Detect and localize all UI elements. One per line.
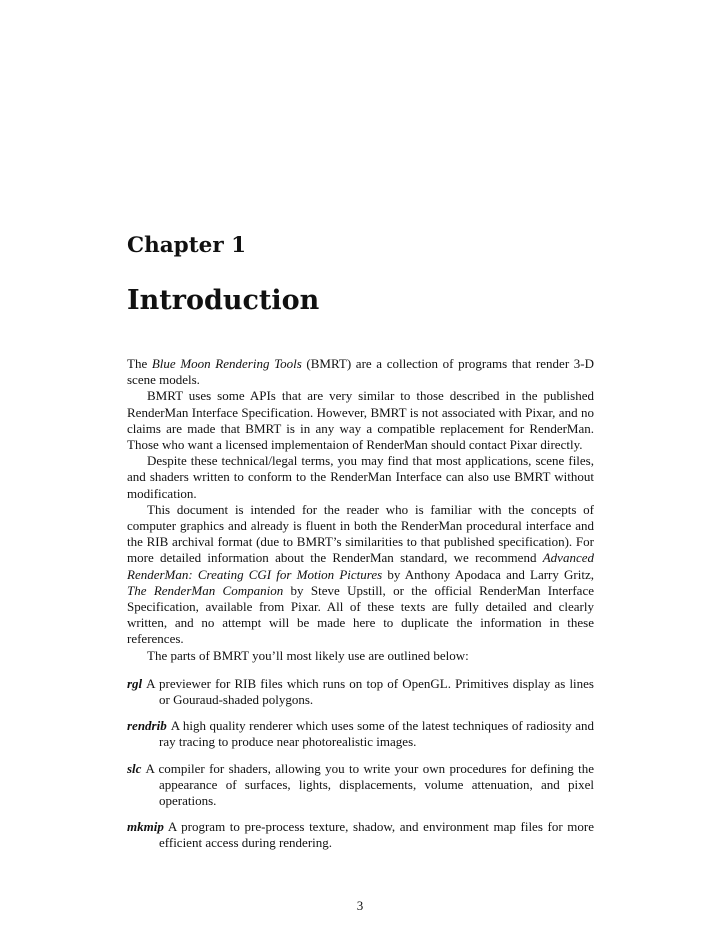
paragraph-4	[127, 502, 594, 648]
paragraph-3: Despite these technical/legal terms, you may find that most applications, scene files, and shaders written to conform to the RenderMan Interface can also use BMRT without modification.	[127, 453, 594, 501]
tool-list	[127, 676, 594, 852]
paragraph-5: The parts of BMRT you’ll most likely use are outlined below:	[147, 647, 469, 663]
tool-description: A high quality renderer which uses some of the latest techniques of radiosity and ray tracing to produce near photorealistic images.	[159, 718, 594, 750]
paragraph-4-text-a: This document is intended for the reader who is familiar with the concepts of computer graphics and already is fluent in both the RenderMan procedural interface and the RIB archival format (due to BMRT’s similarities to that published specification). For more detailed information about the RenderMan standard, we recommend	[127, 501, 594, 566]
chapter-label: Chapter 1	[127, 233, 247, 258]
tool-name: slc	[127, 760, 142, 776]
chapter-title: Introduction	[127, 285, 320, 316]
tool-item	[127, 676, 594, 708]
paragraph-1-text-a: The	[127, 356, 152, 371]
tool-description: A previewer for RIB files which runs on top of OpenGL. Primitives display as lines or Gouraud-shaded polygons.	[146, 675, 594, 708]
paragraph-4-text-c: by Steve Upstill, or the official RenderMan Interface Specification, available from Pixar. All of these texts are fully detailed and clearly written, and no attempt will be made here to duplicate the information in these references.	[127, 582, 594, 647]
tool-description: A program to pre-process texture, shadow, and environment map files for more efficient access during rendering.	[159, 819, 594, 851]
tool-name: mkmip	[127, 819, 164, 835]
tool-item	[127, 718, 594, 750]
paragraph-2: BMRT uses some APIs that are very similar to those described in the published RenderMan Interface Specification. However, BMRT is not associated with Pixar, and no claims are made that BMRT is in any way a compatible replacement for RenderMan. Those who want a licensed implementaion of RenderMan should contact Pixar directly.	[127, 388, 594, 453]
tool-item	[127, 819, 594, 851]
paragraph-1	[127, 356, 594, 388]
bmrt-name-emphasis: Blue Moon Rendering Tools	[151, 356, 302, 371]
tool-name: rendrib	[127, 718, 167, 734]
paragraph-1-text-b: (BMRT) are a collection of programs that render 3-D scene models.	[127, 356, 595, 388]
tool-item	[127, 761, 594, 810]
page-number: 3	[356, 898, 364, 913]
tool-name: rgl	[127, 675, 143, 691]
book-title-renderman-companion: The RenderMan Companion	[127, 582, 284, 598]
paragraph-4-text-b: by Anthony Apodaca and Larry Gritz,	[382, 566, 594, 582]
chapter-content	[127, 232, 594, 862]
tool-description: A compiler for shaders, allowing you to write your own procedures for defining the appearance of surfaces, lights, displacements, volume attenuation, and pixel operations.	[145, 760, 594, 809]
body-text	[127, 356, 594, 664]
book-title-advanced-renderman: Advanced RenderMan: Creating CGI for Motion Pictures	[127, 550, 594, 582]
